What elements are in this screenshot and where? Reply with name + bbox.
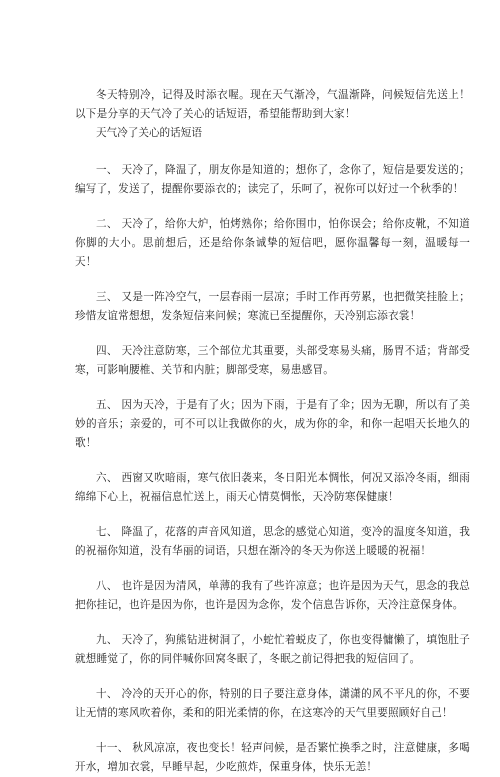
list-item: 七、 降温了，花落的声音风知道，思念的感觉心知道，变冷的温度冬知道，我的祝福你知道，没有华丽的词语，只想在渐冷的冬天为你送上暖暖的祝福！ — [75, 526, 470, 557]
list-item: 九、 天冷了，狗熊钻进树洞了，小蛇忙着蜕皮了，你也变得慵懒了，填饱肚子就想睡觉了，你的同伴喊你回窝冬眠了，冬眠之前记得把我的短信回了。 — [75, 634, 470, 665]
list-item: 五、 因为天冷，于是有了火；因为下雨，于是有了伞；因为无聊，所以有了美妙的音乐；亲爱的，可不可以让我做你的火，成为你的伞，和你一起唱天长地久的歌！ — [75, 399, 470, 449]
intro-paragraph: 冬天特别冷，记得及时添衣喔。现在天气渐冷，气温渐降，问候短信先送上！以下是分享的天气冷了关心的话短语，希望能帮助到大家！ — [75, 89, 470, 120]
section-title: 天气冷了关心的话短语 — [96, 127, 202, 139]
list-item: 一、 天冷了，降温了，朋友你是知道的；想你了，念你了，短信是要发送的；编写了，发送了，提醒你要添衣的；读完了，乐呵了，祝你可以好过一个秋季的！ — [75, 164, 470, 195]
list-item: 十一、 秋风凉凉，夜也变长！轻声问候，是否繁忙换季之时，注意健康，多喝开水，增加衣裳，早睡早起，少吃煎炸，保重身体，快乐无恙！ — [75, 742, 470, 773]
list-item: 四、 天冷注意防寒，三个部位尤其重要，头部受寒易头痛，肠胃不适；背部受寒，可影响腰椎、关节和内脏；脚部受寒，易患感冒。 — [75, 345, 470, 376]
list-item: 六、 西窗又吹暗雨，寒气依旧袭来，冬日阳光本惆怅，何况又添冷冬雨，细雨绵绵下心上，祝福信息忙送上，雨天心情莫惆怅，天冷防寒保健康！ — [75, 472, 470, 503]
list-item: 三、 又是一阵冷空气，一层春雨一层凉；手时工作再劳累，也把微笑挂脸上；珍惜友谊常想想，发条短信来问候；寒流已至提醒你，天冷别忘添衣裳！ — [75, 291, 470, 322]
list-item: 二、 天冷了，给你大炉，怕烤熟你；给你围巾，怕你误会；给你皮靴，不知道你脚的大小。思前想后，还是给你条诚挚的短信吧，愿你温馨每一刻，温暖每一天！ — [75, 218, 470, 268]
article-body — [75, 86, 470, 777]
list-item: 八、 也许是因为清风，单薄的我有了些许凉意；也许是因为天气，思念的我总把你挂记，也许是因为你，也许是因为念你，发个信息告诉你，天冷注意保身体。 — [75, 580, 470, 611]
list-item: 十、 冷冷的天开心的你，特别的日子要注意身体，潇潇的风不平凡的你，不要让无情的寒风吹着你，柔和的阳光柔情的你，在这寒冷的天气里要照顾好自己！ — [75, 688, 470, 719]
